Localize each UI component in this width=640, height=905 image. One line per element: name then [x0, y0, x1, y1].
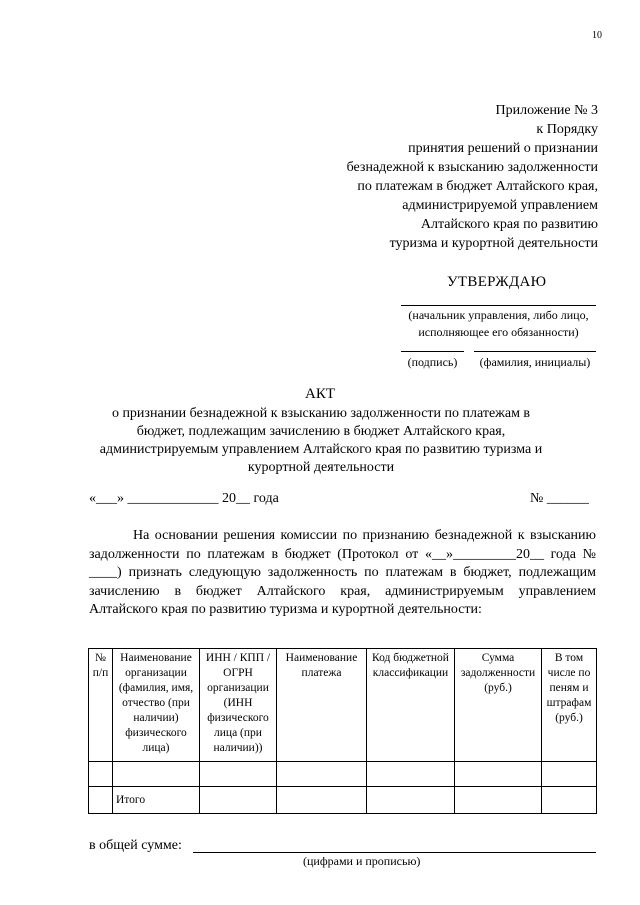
appendix-line: туризма и курортной деятельности: [389, 236, 598, 251]
header-cell-number: № п/п: [89, 649, 113, 762]
act-body-paragraph: На основании решения комиссии по признанию безнадежной к взысканию задолженности по платежам в бюджет (Протокол от «__»_________20__ года № ____) признать следующую задолженность по платежам в бюджет, подлежащим зачислению в бюджет Алтайского края, администрируемым управлением Алтайского края по развитию туризма и курортной деятельности:: [89, 528, 596, 617]
signature-label: (подпись): [407, 355, 458, 369]
head-signature-line: [401, 305, 596, 306]
debt-table: [88, 648, 597, 814]
table-header-row: [89, 649, 597, 762]
header-cell-inn: ИНН / КПП / ОГРН организации (ИНН физического лица (при наличии)): [200, 649, 277, 762]
appendix-line: принятия решений о признании: [408, 141, 598, 156]
header-cell-payment: Наименование платежа: [277, 649, 367, 762]
signature-line: [401, 351, 464, 352]
table-cell: [200, 787, 277, 814]
total-sum-note: (цифрами и прописью): [303, 854, 421, 868]
table-cell: [113, 762, 200, 787]
table-cell: [542, 762, 597, 787]
table-cell: [542, 787, 597, 814]
approval-title: УТВЕРЖДАЮ: [447, 274, 547, 290]
act-body: [89, 527, 596, 620]
head-note: [396, 307, 601, 341]
table-cell: [455, 762, 542, 787]
total-sum-label: в общей сумме:: [89, 838, 182, 853]
table-cell: [277, 762, 367, 787]
table-cell: [367, 762, 455, 787]
act-date-line: «___» _____________ 20__ года: [89, 491, 279, 506]
head-note-line: исполняющее его обязанности): [418, 325, 579, 339]
appendix-line: к Порядку: [536, 122, 598, 137]
table-cell: [367, 787, 455, 814]
appendix-line: Приложение № 3: [495, 103, 598, 118]
table-row: [89, 762, 597, 787]
table-total-row: [89, 787, 597, 814]
appendix-line: безнадежной к взысканию задолженности: [346, 160, 598, 175]
appendix-line: Алтайского края по развитию: [420, 217, 598, 232]
head-note-line: (начальник управления, либо лицо,: [408, 308, 589, 322]
act-subtitle: о признании безнадежной к взысканию задолженности по платежам в бюджет, подлежащим зачислению в бюджет Алтайского края, администрируемым управлением Алтайского края по развитию туризма и курортной деятельности: [99, 406, 543, 475]
header-cell-penalties: В том числе по пеням и штрафам (руб.): [542, 649, 597, 762]
table-cell: [200, 762, 277, 787]
total-sum-line: [193, 852, 596, 853]
table-cell: [89, 787, 113, 814]
table-cell: [277, 787, 367, 814]
name-label: (фамилия, инициалы): [479, 355, 591, 369]
total-row-label: Итого: [113, 787, 200, 814]
name-line: [474, 351, 596, 352]
table-cell: [89, 762, 113, 787]
header-cell-organization: Наименование организации (фамилия, имя, отчество (при наличии) физического лица): [113, 649, 200, 762]
header-cell-amount: Сумма задолженности (руб.): [455, 649, 542, 762]
act-title: АКТ: [305, 386, 335, 402]
act-number-line: № ______: [530, 491, 589, 506]
page-number: 10: [592, 30, 602, 41]
appendix-line: администрируемой управлением: [402, 198, 598, 213]
table-cell: [455, 787, 542, 814]
header-cell-kbk: Код бюджетной классификации: [367, 649, 455, 762]
appendix-line: по платежам в бюджет Алтайского края,: [357, 179, 598, 194]
appendix-block: [268, 101, 598, 253]
